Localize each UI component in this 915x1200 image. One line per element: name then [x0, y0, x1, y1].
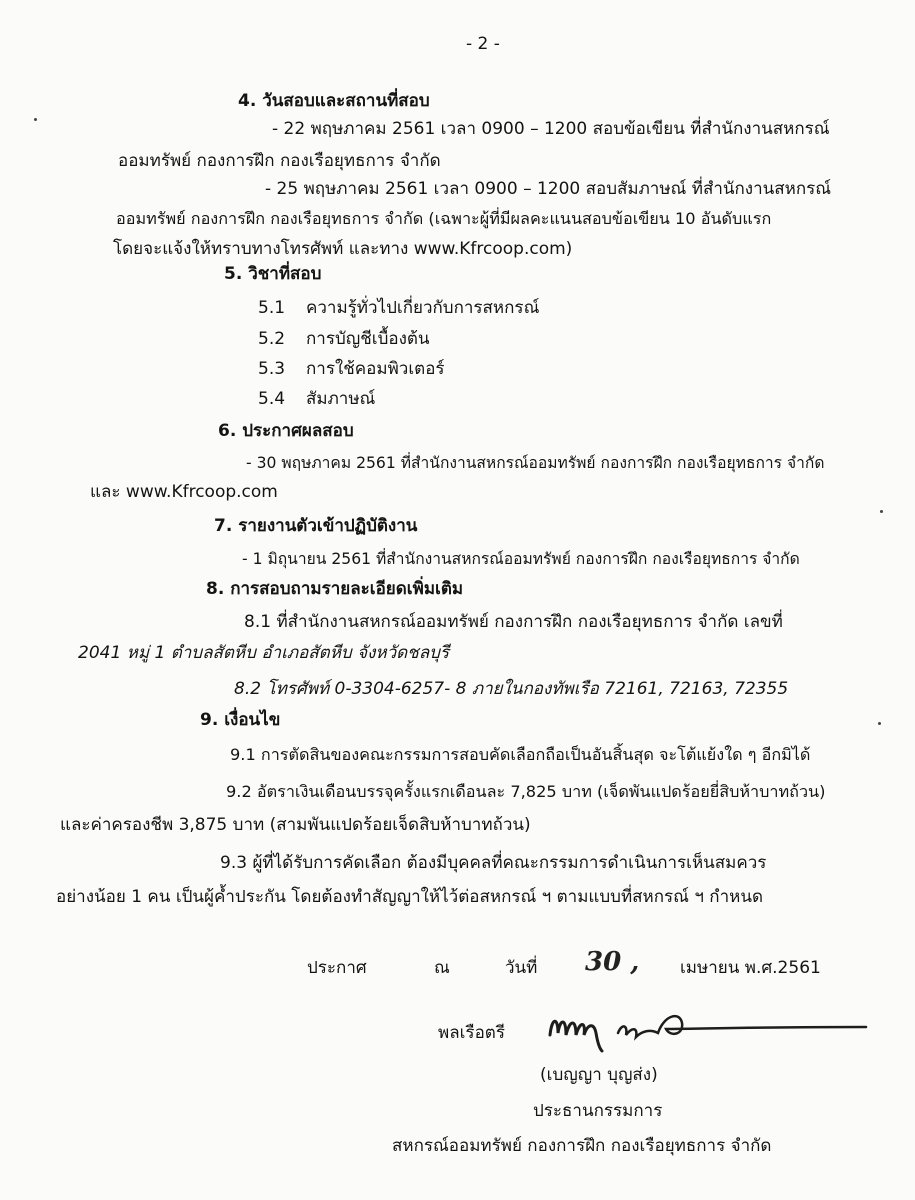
announce-label: ประกาศ: [307, 958, 367, 978]
section-7-line-1: - 1 มิถุนายน 2561 ที่สำนักงานสหกรณ์ออมทรัพย์ กองการฝึก กองเรือยุทธการ จำกัด: [242, 550, 800, 568]
page-number: - 2 -: [466, 34, 500, 54]
scan-speck: [880, 510, 883, 513]
section-9-heading: 9. เงื่อนไข: [200, 710, 281, 730]
section-6-line-2: และ www.Kfrcoop.com: [90, 482, 278, 502]
section-8-line-1: 8.1 ที่สำนักงานสหกรณ์ออมทรัพย์ กองการฝึก กองเรือยุทธการ จำกัด เลขที่: [244, 612, 783, 632]
section-9-line-4: 9.3 ผู้ที่ได้รับการคัดเลือก ต้องมีบุคคลที่คณะกรรมการดำเนินการเห็นสมควร: [220, 853, 767, 873]
section-4-line-3: - 25 พฤษภาคม 2561 เวลา 0900 – 1200 สอบสัมภาษณ์ ที่สำนักงานสหกรณ์: [265, 179, 832, 199]
section-4-line-4: ออมทรัพย์ กองการฝึก กองเรือยุทธการ จำกัด (เฉพาะผู้ที่มีผลคะแนนสอบข้อเขียน 10 อันดับแรก: [116, 209, 772, 228]
section-6-line-1: - 30 พฤษภาคม 2561 ที่สำนักงานสหกรณ์ออมทรัพย์ กองการฝึก กองเรือยุทธการ จำกัด: [246, 454, 825, 472]
section-4-line-1: - 22 พฤษภาคม 2561 เวลา 0900 – 1200 สอบข้อเขียน ที่สำนักงานสหกรณ์: [272, 119, 830, 139]
section-6-heading: 6. ประกาศผลสอบ: [218, 421, 354, 441]
subject-number: 5.1: [258, 298, 286, 318]
scan-speck: [878, 722, 881, 725]
section-4-line-2: ออมทรัพย์ กองการฝึก กองเรือยุทธการ จำกัด: [118, 151, 441, 171]
subject-text: สัมภาษณ์: [306, 389, 376, 409]
section-9-line-3: และค่าครองชีพ 3,875 บาท (สามพันแปดร้อยเจ็ดสิบห้าบาทถ้วน): [60, 815, 531, 835]
section-9-line-5: อย่างน้อย 1 คน เป็นผู้ค้ำประกัน โดยต้องทำสัญญาให้ไว้ต่อสหกรณ์ ฯ ตามแบบที่สหกรณ์ ฯ กำหนด: [56, 887, 763, 907]
section-9-line-2: 9.2 อัตราเงินเดือนบรรจุครั้งแรกเดือนละ 7,825 บาท (เจ็ดพันแปดร้อยยี่สิบห้าบาทถ้วน): [226, 782, 826, 801]
section-8-heading: 8. การสอบถามรายละเอียดเพิ่มเติม: [206, 579, 464, 599]
section-5-heading: 5. วิชาที่สอบ: [224, 264, 322, 284]
subject-number: 5.3: [258, 359, 286, 379]
handwritten-day: 30 ,: [585, 947, 640, 977]
section-4-heading: 4. วันสอบและสถานที่สอบ: [238, 91, 430, 111]
signer-organization: สหกรณ์ออมทรัพย์ กองการฝึก กองเรือยุทธการ จำกัด: [392, 1136, 772, 1156]
subject-text: การบัญชีเบื้องต้น: [306, 329, 430, 349]
announce-at: ณ: [434, 958, 450, 978]
signer-name: (เบญญา บุญส่ง): [540, 1065, 658, 1085]
section-4-line-5: โดยจะแจ้งให้ทราบทางโทรศัพท์ และทาง www.Kfrcoop.com): [113, 239, 573, 259]
subject-number: 5.2: [258, 329, 286, 349]
section-9-line-1: 9.1 การตัดสินของคณะกรรมการสอบคัดเลือกถือเป็นอันสิ้นสุด จะโต้แย้งใด ๆ อีกมิได้: [230, 745, 811, 764]
section-8-line-3: 8.2 โทรศัพท์ 0-3304-6257- 8 ภายในกองทัพเรือ 72161, 72163, 72355: [234, 679, 789, 699]
section-7-heading: 7. รายงานตัวเข้าปฏิบัติงาน: [214, 516, 418, 536]
announce-month-year: เมษายน พ.ศ.2561: [680, 958, 821, 978]
subject-text: ความรู้ทั่วไปเกี่ยวกับการสหกรณ์: [306, 298, 540, 318]
announce-date-label: วันที่: [505, 958, 538, 978]
section-8-line-2: 2041 หมู่ 1 ตำบลสัตหีบ อำเภอสัตหีบ จังหวัดชลบุรี: [78, 643, 450, 663]
scan-speck: [34, 118, 37, 121]
subject-text: การใช้คอมพิวเตอร์: [306, 359, 445, 379]
subject-number: 5.4: [258, 389, 286, 409]
handwritten-signature: [540, 1005, 870, 1055]
signer-rank: พลเรือตรี: [438, 1023, 505, 1043]
signer-position: ประธานกรรมการ: [533, 1101, 663, 1121]
